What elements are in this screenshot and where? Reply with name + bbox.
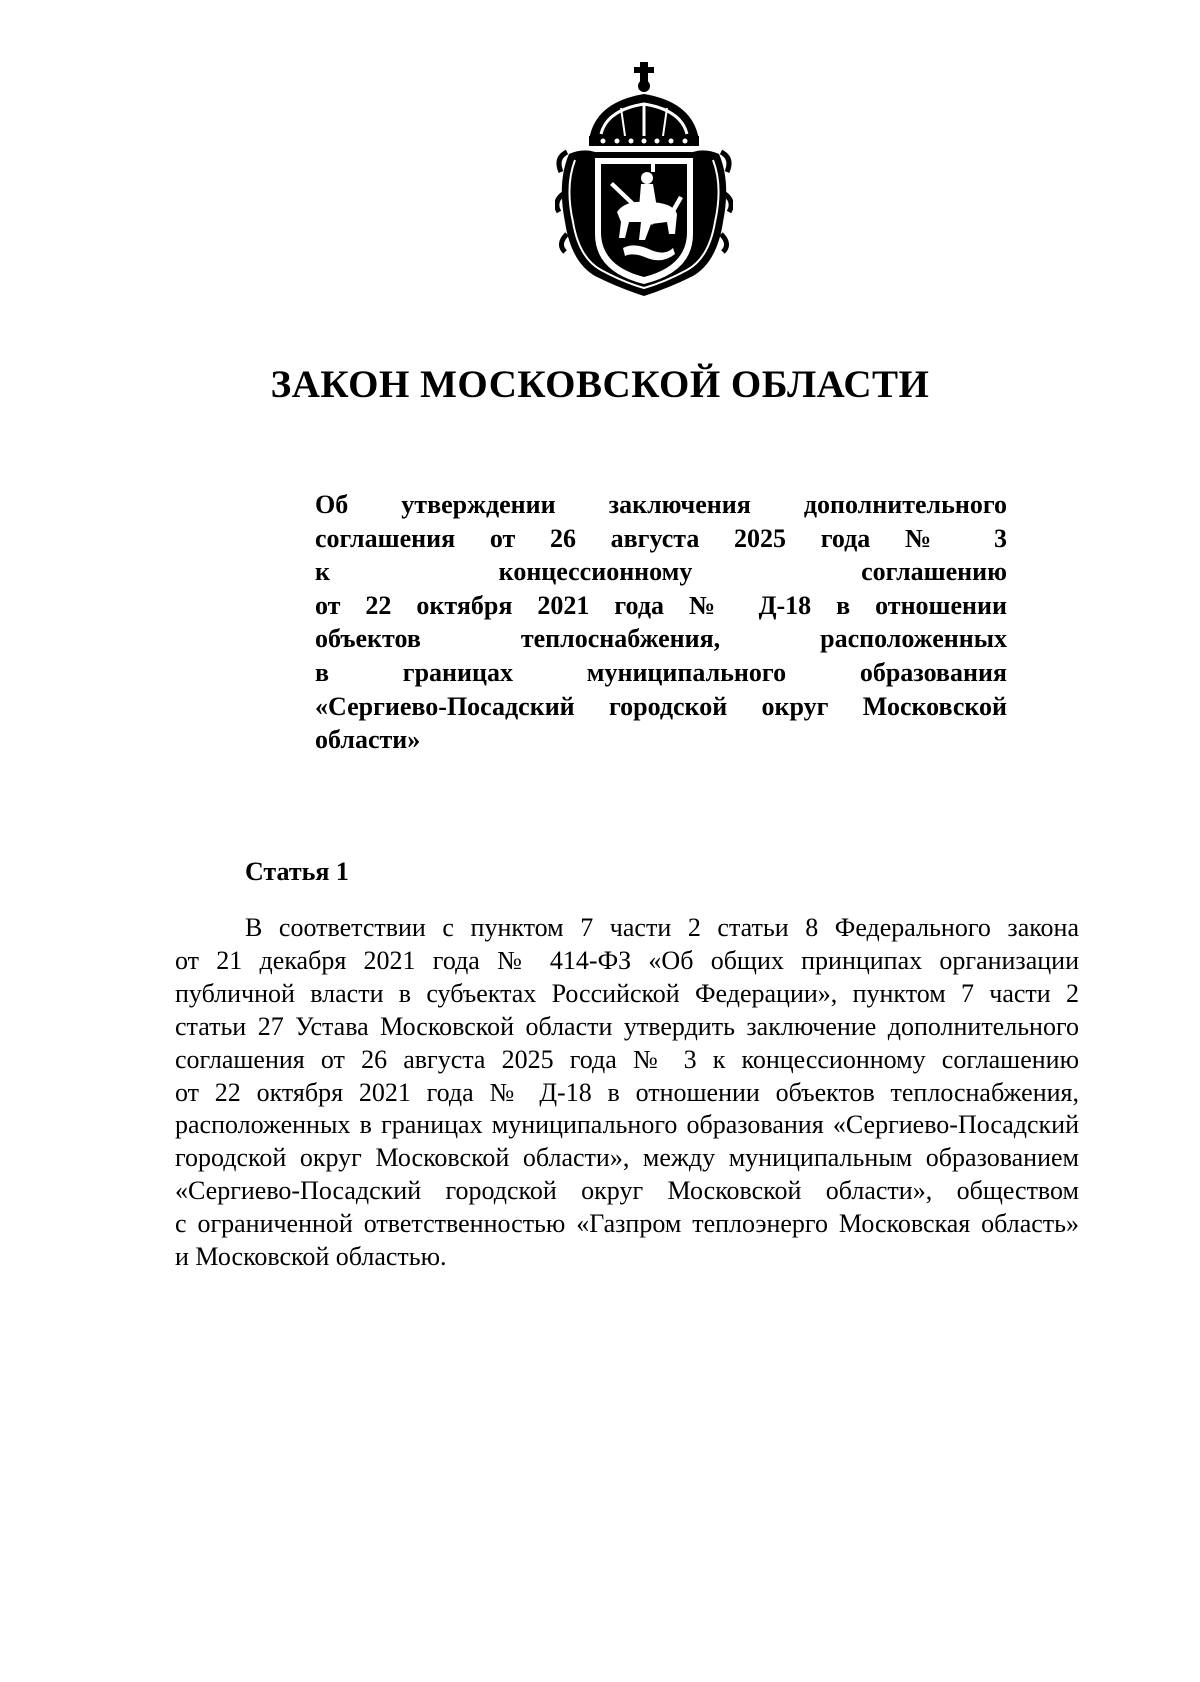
article-heading: Статья 1 xyxy=(245,857,349,886)
subject-line: объектов теплоснабжения, расположенных xyxy=(315,624,1007,654)
subject-line: к концессионному соглашению xyxy=(315,557,1007,587)
subject-line: в границах муниципального образования xyxy=(315,657,1007,687)
subject-line: «Сергиево-Посадский городской округ Московской xyxy=(315,691,1007,721)
law-subject xyxy=(315,488,1007,757)
article-line: городской округ Московской области», между муниципальным образованием xyxy=(175,1143,1079,1173)
article-line: расположенных в границах муниципального образования «Сергиево-Посадский xyxy=(175,1110,1079,1140)
article-line: статьи 27 Устава Московской области утвердить заключение дополнительного xyxy=(175,1011,1079,1041)
article-line: и Московской областью. xyxy=(175,1242,447,1272)
subject-line: области» xyxy=(315,725,421,755)
coat-of-arms-icon xyxy=(555,62,733,298)
article-line: соглашения от 26 августа 2025 года № 3 к концессионному соглашению xyxy=(175,1044,1079,1074)
subject-line: от 22 октября 2021 года № Д-18 в отношении xyxy=(315,590,1007,620)
subject-line: соглашения от 26 августа 2025 года № 3 xyxy=(315,523,1007,553)
article-body xyxy=(175,912,1079,1274)
law-title: ЗАКОН МОСКОВСКОЙ ОБЛАСТИ xyxy=(270,363,930,406)
article-line: от 22 октября 2021 года № Д-18 в отношении объектов теплоснабжения, xyxy=(175,1077,1079,1107)
article-line: публичной власти в субъектах Российской Федерации», пунктом 7 части 2 xyxy=(175,978,1079,1008)
article-line: с ограниченной ответственностью «Газпром теплоэнерго Московская область» xyxy=(175,1209,1079,1239)
subject-line: Об утверждении заключения дополнительного xyxy=(315,490,1007,519)
article-line: «Сергиево-Посадский городской округ Московской области», обществом xyxy=(175,1176,1079,1206)
article-line: от 21 декабря 2021 года № 414-ФЗ «Об общих принципах организации xyxy=(175,945,1079,975)
article-line: В соответствии с пунктом 7 части 2 статьи 8 Федерального закона xyxy=(245,913,1079,942)
